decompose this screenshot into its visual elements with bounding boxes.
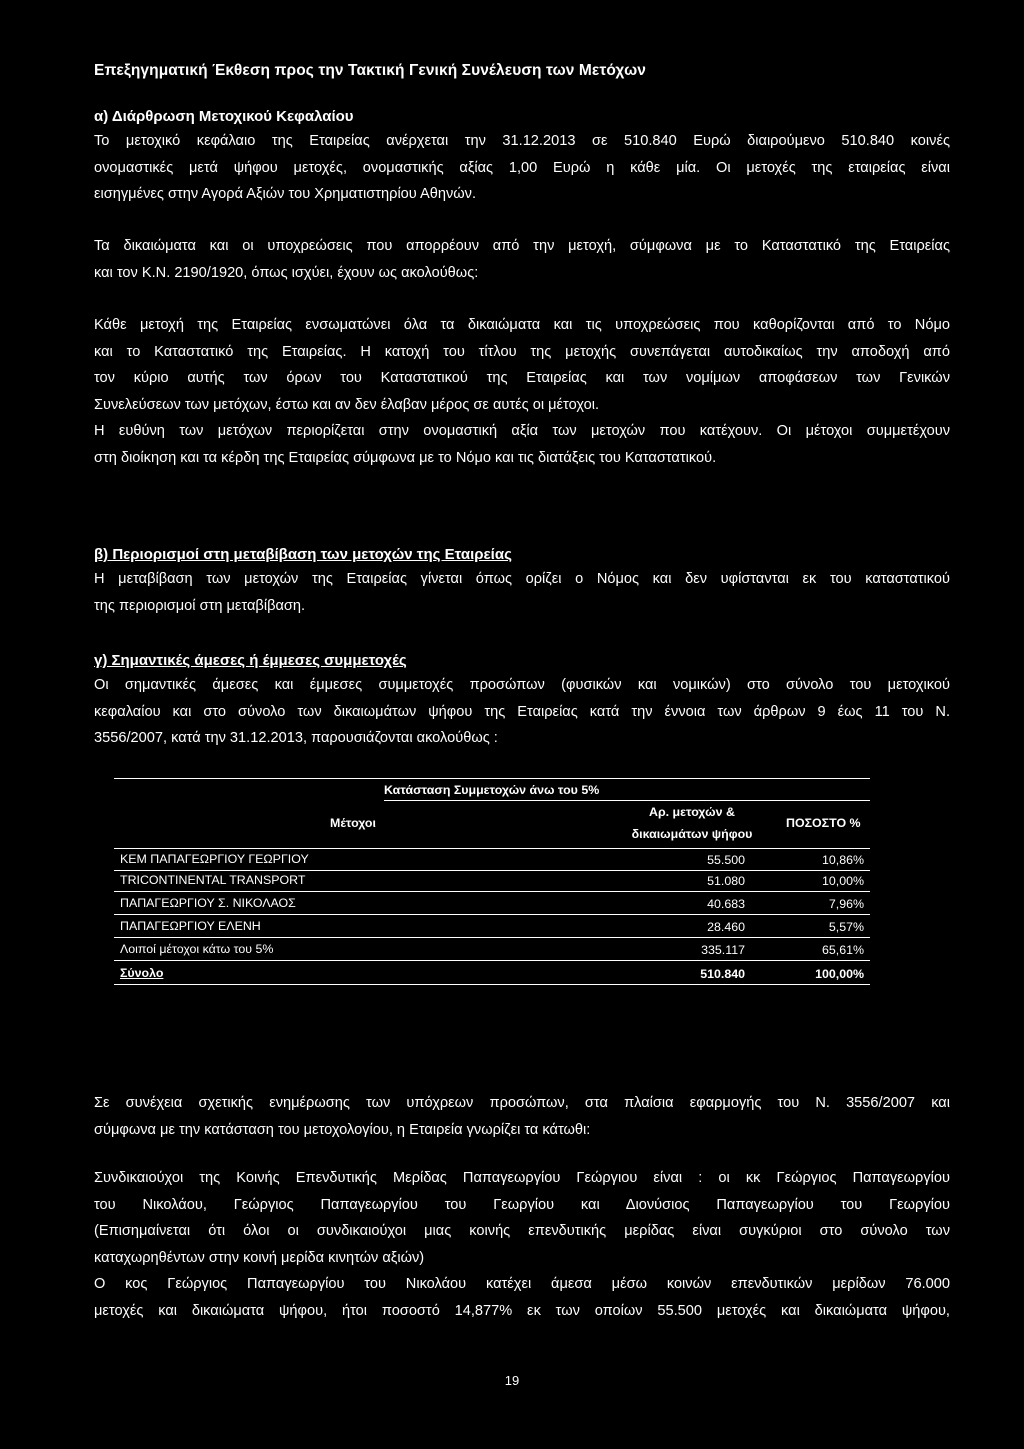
text-line: (Επισημαίνεται ότι όλοι οι συνδικαιούχοι μιας κοινής επενδυτικής μερίδας είναι συγκύριοι στο σύνολο των [94, 1223, 950, 1240]
holder-percent: 10,86% [821, 853, 864, 867]
text-line: Κάθε μετοχή της Εταιρείας ενσωματώνει όλα τα δικαιώματα και τις υποχρεώσεις που καθορίζονται από το Νόμο [94, 317, 950, 333]
table-bottom-rule [114, 984, 870, 985]
section-b-title: β) Περιορισμοί στη μεταβίβαση των μετοχών της Εταιρείας [94, 546, 512, 563]
row-rule [114, 937, 870, 938]
text-line: τον κύριο αυτής των όρων του Καταστατικού της Εταιρείας και των νομίμων αποφάσεων των Γενικών [94, 370, 950, 387]
col-header-percent: ΠΟΣΟΣΤΟ % [786, 816, 861, 830]
table-total-row [114, 964, 870, 984]
holder-shares: 55.500 [707, 853, 745, 867]
table-row [114, 917, 870, 937]
section-a-paragraph-3 [94, 312, 950, 472]
total-label: Σύνολο [120, 966, 164, 980]
row-rule [114, 960, 870, 961]
holder-percent: 10,00% [821, 874, 864, 888]
row-rule [114, 891, 870, 892]
holder-name: TRICONTINENTAL TRANSPORT [120, 873, 306, 887]
text-line: Η μεταβίβαση των μετοχών της Εταιρείας γίνεται όπως ορίζει ο Νόμος και δεν υφίστανται εκ του καταστατικού [94, 571, 950, 587]
row-rule [114, 914, 870, 915]
text-line: Οι σημαντικές άμεσες και έμμεσες συμμετοχές προσώπων (φυσικών και νομικών) στο σύνολο του μετοχικού [94, 677, 950, 693]
text-line: Σε συνέχεια σχετικής ενημέρωσης των υπόχρεων προσώπων, στα πλαίσια εφαρμογής του Ν. 3556/2007 και [94, 1095, 950, 1111]
notification-paragraph [94, 1090, 950, 1143]
text-line: Το μετοχικό κεφάλαιο της Εταιρείας ανέρχεται την 31.12.2013 σε 510.840 Ευρώ διαιρούμενο 510.840 κοινές [94, 133, 950, 149]
text-line: Συνδικαιούχοι της Κοινής Επενδυτικής Μερίδας Παπαγεωργίου Γεώργιου είναι : οι κκ Γεώργιος Παπαγεωργίου [94, 1170, 950, 1186]
col-header-holders: Μέτοχοι [330, 816, 376, 830]
text-line: σύμφωνα με την κατάσταση του μετοχολογίου, η Εταιρεία γνωρίζει τα κάτωθι: [94, 1121, 591, 1138]
table-row [114, 850, 870, 870]
text-line: και το Καταστατικό της Εταιρείας. Η κατοχή του τίτλου της μετοχής συνεπάγεται αυτοδικαίως την αποδοχή από [94, 343, 950, 360]
text-line: κεφαλαίου και στο σύνολο των δικαιωμάτων ψήφου της Εταιρείας κατά την έννοια των άρθρων 9 έως 11 του Ν. [94, 703, 950, 720]
table-row [114, 871, 870, 891]
document-title: Επεξηγηματική Έκθεση προς την Τακτική Γενική Συνέλευση των Μετόχων [94, 62, 647, 79]
text-line: Συνελεύσεων των μετόχων, έστω και αν δεν έλαβαν μέρος σε αυτές οι μέτοχοι. [94, 396, 600, 413]
holder-shares: 335.117 [701, 943, 745, 957]
section-a-paragraph-1 [94, 128, 950, 208]
text-line: εισηγμένες στην Αγορά Αξιών του Χρηματιστηρίου Αθηνών. [94, 186, 477, 203]
col-header-shares-line2: δικαιωμάτων ψήφου [631, 827, 753, 841]
page-number: 19 [504, 1373, 520, 1388]
holder-percent: 7,96% [828, 897, 864, 911]
holder-shares: 40.683 [707, 897, 745, 911]
text-line: καταχωρηθέντων στην κοινή μερίδα κινητών αξιών) [94, 1249, 425, 1266]
holder-percent: 65,61% [821, 943, 864, 957]
text-line: Τα δικαιώματα και οι υποχρεώσεις που απορρέουν από την μετοχή, σύμφωνα με το Καταστατικό της Εταιρείας [94, 238, 950, 254]
text-line: του Νικολάου, Γεώργιος Παπαγεωργίου του Γεωργίου και Διονύσιος Παπαγεωργίου του Γεωργίου [94, 1196, 950, 1213]
table-row [114, 894, 870, 914]
holder-shares: 28.460 [707, 920, 745, 934]
text-line: μετοχές και δικαιώματα ψήφου, ήτοι ποσοστό 14,877% εκ των οποίων 55.500 μετοχές και δικαιώματα ψήφου, [94, 1302, 950, 1319]
total-shares: 510.840 [700, 967, 745, 981]
holder-shares: 51.080 [707, 874, 745, 888]
text-line: Ο κος Γεώργιος Παπαγεωργίου του Νικολάου κατέχει άμεσα μέσω κοινών επενδυτικών μερίδων 76.000 [94, 1276, 950, 1293]
section-c-title: γ) Σημαντικές άμεσες ή έμμεσες συμμετοχές [94, 652, 407, 669]
section-a-paragraph-2 [94, 233, 950, 286]
text-line: ονομαστικές μετά ψήφου μετοχές, ονομαστικής αξίας 1,00 Ευρώ η κάθε μία. Οι μετοχές της εταιρείας είναι [94, 159, 950, 176]
text-line: στη διοίκηση και τα κέρδη της Εταιρείας σύμφωνα με το Νόμο και τις διατάξεις του Καταστατικού. [94, 449, 717, 466]
joint-holders-paragraph [94, 1165, 950, 1325]
holder-percent: 5,57% [828, 920, 864, 934]
text-line: και τον Κ.Ν. 2190/1920, όπως ισχύει, έχουν ως ακολούθως: [94, 264, 479, 281]
table-group-rule [384, 800, 870, 801]
text-line: της περιορισμοί στη μεταβίβαση. [94, 597, 306, 614]
holder-name: ΚΕΜ ΠΑΠΑΓΕΩΡΓΙΟΥ ΓΕΩΡΓΙΟΥ [120, 852, 309, 866]
section-a-title: α) Διάρθρωση Μετοχικού Κεφαλαίου [94, 108, 354, 125]
table-header-rule [114, 848, 870, 849]
text-line: 3556/2007, κατά την 31.12.2013, παρουσιάζονται ακολούθως : [94, 730, 498, 747]
holder-name: ΠΑΠΑΓΕΩΡΓΙΟΥ Σ. ΝΙΚΟΛΑΟΣ [120, 896, 296, 910]
table-row [114, 940, 870, 960]
table-group-header: Κατάσταση Συμμετοχών άνω του 5% [384, 783, 600, 797]
holder-name: Λοιποί μέτοχοι κάτω του 5% [120, 942, 274, 956]
total-percent: 100,00% [815, 967, 864, 981]
text-line: Η ευθύνη των μετόχων περιορίζεται στην ονομαστική αξία των μετοχών που κατέχουν. Οι μέτοχοι συμμετέχουν [94, 423, 950, 440]
col-header-shares-line1: Αρ. μετοχών & [649, 805, 735, 819]
holder-name: ΠΑΠΑΓΕΩΡΓΙΟΥ ΕΛΕΝΗ [120, 919, 261, 933]
section-b-paragraph [94, 566, 950, 619]
section-c-paragraph [94, 672, 950, 752]
table-top-rule [114, 778, 870, 779]
